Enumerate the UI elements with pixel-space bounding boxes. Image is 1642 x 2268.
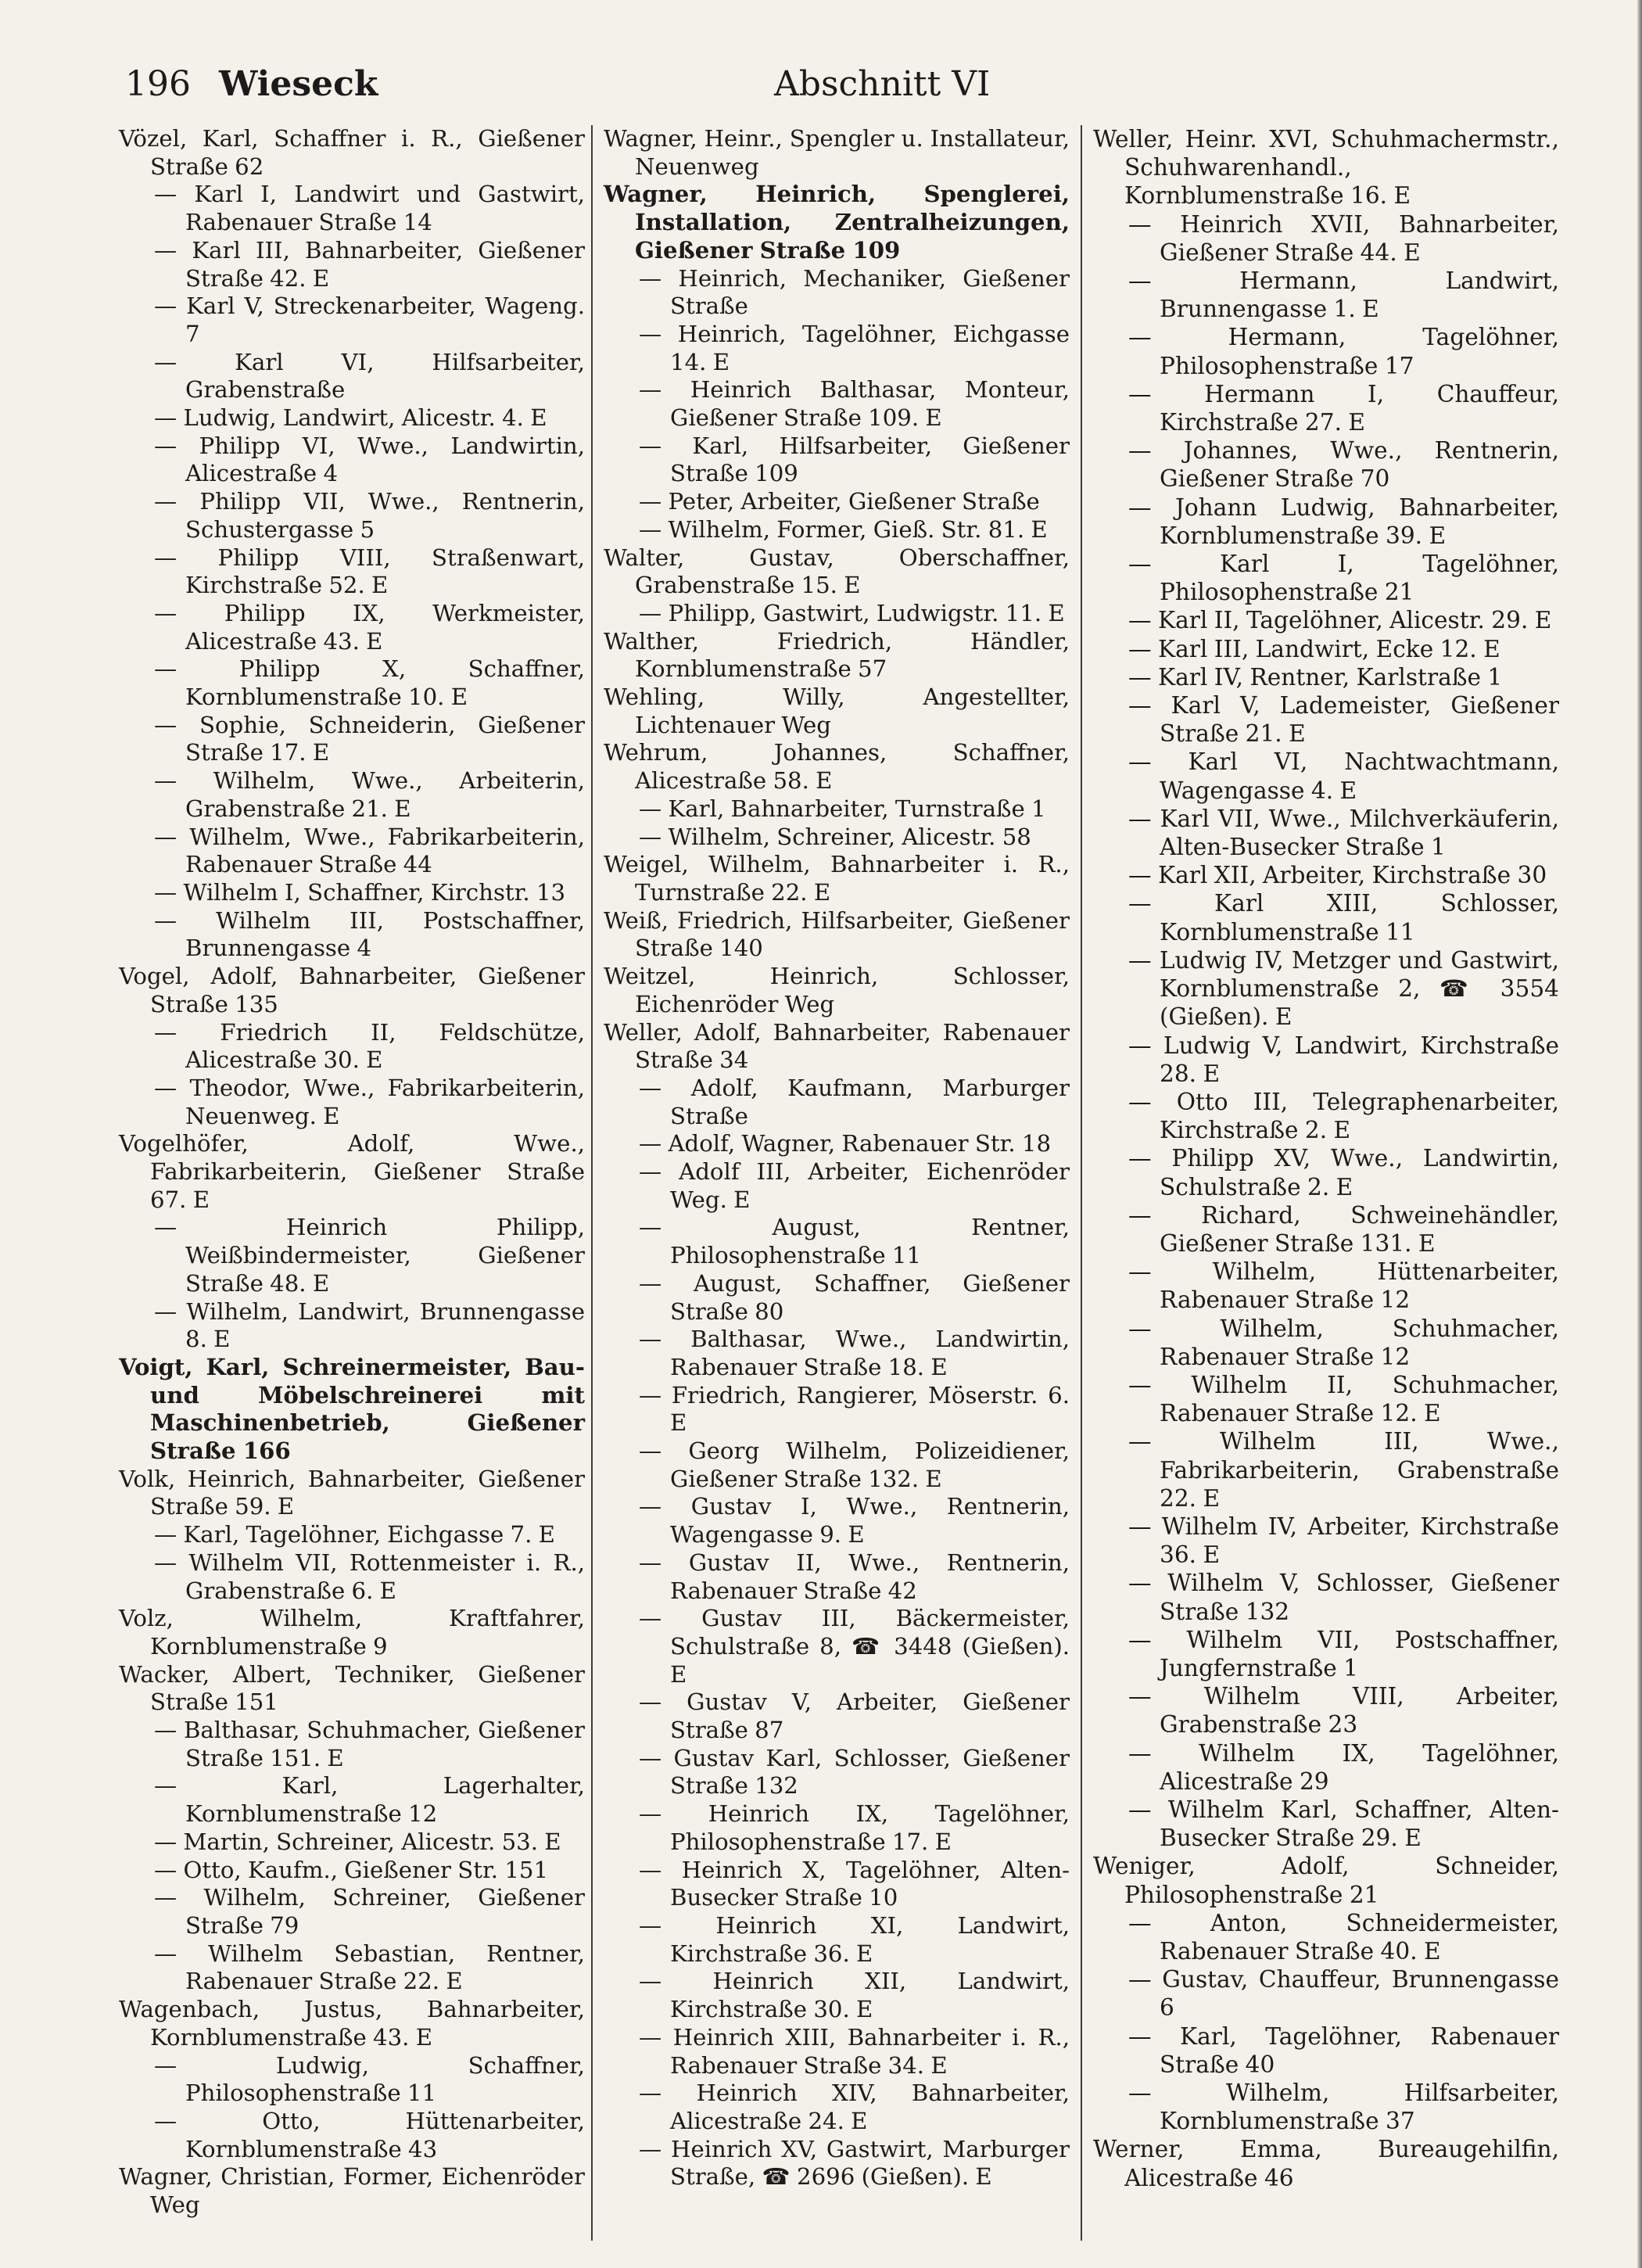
directory-entry: — Gustav V, Arbeiter, Gießener Straße 87 <box>639 1688 1070 1744</box>
directory-entry: — Wilhelm, Hüttenarbeiter, Rabenauer Straße 12 <box>1128 1258 1559 1314</box>
directory-entry: — Otto III, Telegraphenarbeiter, Kirchstraße 2. E <box>1128 1088 1559 1144</box>
directory-entry: — Peter, Arbeiter, Gießener Straße <box>639 488 1040 515</box>
directory-entry: — Friedrich, Rangierer, Möserstr. 6. E <box>639 1381 1070 1437</box>
directory-entry: — Karl I, Landwirt und Gastwirt, Rabenauer Straße 14 <box>154 181 585 236</box>
section-title: Abschnitt VI <box>774 64 991 104</box>
directory-entry: — Richard, Schweinehändler, Gießener Straße 131. E <box>1128 1201 1559 1257</box>
directory-entry: Weller, Heinr. XVI, Schuhmachermstr., Schuhwarenhandl., Kornblumenstraße 16. E <box>1093 126 1559 210</box>
directory-entry: — Hermann, Tagelöhner, Philosophenstraße 17 <box>1128 324 1559 379</box>
directory-entry-advertisement: Voigt, Karl, Schreinermeister, Bau- und Möbelschreinerei mit Maschinenbetrieb, Gießener Straße 166 <box>119 1353 585 1465</box>
directory-entry: — Karl, Lagerhalter, Kornblumenstraße 12 <box>154 1772 585 1828</box>
directory-entry: — Karl, Tagelöhner, Eichgasse 7. E <box>154 1521 555 1548</box>
directory-entry: — Wilhelm, Schuhmacher, Rabenauer Straße 12 <box>1128 1315 1559 1370</box>
directory-entry: — Philipp VII, Wwe., Rentnerin, Schustergasse 5 <box>154 488 585 543</box>
directory-entry: — Wilhelm VIII, Arbeiter, Grabenstraße 23 <box>1128 1683 1559 1739</box>
directory-entry: — Karl VII, Wwe., Milchverkäuferin, Alten-Busecker Straße 1 <box>1128 805 1559 861</box>
directory-entry: — Wilhelm VII, Postschaffner, Jungfernstraße 1 <box>1128 1626 1559 1681</box>
directory-entry: — Wilhelm III, Wwe., Fabrikarbeiterin, Grabenstraße 22. E <box>1128 1428 1559 1512</box>
directory-entry: — Wilhelm Sebastian, Rentner, Rabenauer Straße 22. E <box>154 1940 585 1995</box>
directory-entry: — Heinrich XV, Gastwirt, Marburger Straße, ☎ 2696 (Gießen). E <box>639 2135 1070 2191</box>
directory-entry: Volk, Heinrich, Bahnarbeiter, Gießener Straße 59. E <box>119 1465 585 1520</box>
directory-entry: — Anton, Schneidermeister, Rabenauer Straße 40. E <box>1128 1909 1559 1965</box>
directory-entry: — Johann Ludwig, Bahnarbeiter, Kornblumenstraße 39. E <box>1128 493 1559 549</box>
directory-entry: — Wilhelm, Wwe., Fabrikarbeiterin, Rabenauer Straße 44 <box>154 823 585 878</box>
directory-entry: Werner, Emma, Bureaugehilfin, Alicestraße 46 <box>1093 2136 1559 2191</box>
directory-entry: Wagenbach, Justus, Bahnarbeiter, Kornblumenstraße 43. E <box>119 1996 585 2051</box>
directory-entry: — Heinrich IX, Tagelöhner, Philosophenstraße 17. E <box>639 1800 1070 1855</box>
directory-entry: — Wilhelm VII, Rottenmeister i. R., Grabenstraße 6. E <box>154 1548 585 1604</box>
directory-entry: — Ludwig V, Landwirt, Kirchstraße 28. E <box>1128 1032 1559 1087</box>
page-header <box>125 64 1564 111</box>
directory-entry: — Karl IV, Rentner, Karlstraße 1 <box>1128 663 1503 691</box>
directory-entry: — August, Schaffner, Gießener Straße 80 <box>639 1269 1070 1325</box>
directory-entry: — Johannes, Wwe., Rentnerin, Gießener Straße 70 <box>1128 437 1559 493</box>
directory-entry: — Wilhelm, Wwe., Arbeiterin, Grabenstraße 21. E <box>154 767 585 822</box>
directory-entry: — Gustav I, Wwe., Rentnerin, Wagengasse 9. E <box>639 1493 1070 1548</box>
page-edge-shadow <box>1637 0 1642 2268</box>
directory-entry: — August, Rentner, Philosophenstraße 11 <box>639 1214 1070 1269</box>
directory-entry: — Adolf, Kaufmann, Marburger Straße <box>639 1074 1070 1129</box>
directory-entry: — Wilhelm I, Schaffner, Kirchstr. 13 <box>154 878 566 906</box>
directory-entry: — Wilhelm IV, Arbeiter, Kirchstraße 36. E <box>1128 1513 1559 1569</box>
directory-entry: — Hermann I, Chauffeur, Kirchstraße 27. E <box>1128 380 1559 436</box>
directory-entry: — Gustav II, Wwe., Rentnerin, Rabenauer Straße 42 <box>639 1548 1070 1604</box>
directory-entry: — Wilhelm, Former, Gieß. Str. 81. E <box>639 515 1048 543</box>
directory-entry: — Wilhelm II, Schuhmacher, Rabenauer Straße 12. E <box>1128 1371 1559 1427</box>
column-divider <box>591 125 593 2241</box>
directory-entry: — Wilhelm, Schreiner, Alicestr. 58 <box>639 823 1031 850</box>
column-1 <box>119 125 585 2220</box>
directory-entry: — Adolf III, Arbeiter, Eichenröder Weg. E <box>639 1158 1070 1213</box>
directory-entry: — Wilhelm Karl, Schaffner, Alten-Busecker Straße 29. E <box>1128 1796 1559 1852</box>
directory-entry: — Karl, Hilfsarbeiter, Gießener Straße 109 <box>639 432 1070 487</box>
directory-entry: — Wilhelm, Schreiner, Gießener Straße 79 <box>154 1884 585 1939</box>
directory-entry: — Heinrich XII, Landwirt, Kirchstraße 30. E <box>639 1968 1070 2023</box>
directory-entry: — Wilhelm, Landwirt, Brunnengasse 8. E <box>154 1297 585 1353</box>
directory-entry: — Heinrich, Mechaniker, Gießener Straße <box>639 264 1070 320</box>
place-name: Wieseck <box>219 64 378 104</box>
directory-entry: Weniger, Adolf, Schneider, Philosophenstraße 21 <box>1093 1853 1559 1908</box>
directory-entry: Wehling, Willy, Angestellter, Lichtenauer Weg <box>604 684 1070 738</box>
directory-entry: — Heinrich X, Tagelöhner, Alten-Busecker Straße 10 <box>639 1856 1070 1911</box>
directory-entry: Vogel, Adolf, Bahnarbeiter, Gießener Straße 135 <box>119 963 585 1017</box>
directory-entry: Weller, Adolf, Bahnarbeiter, Rabenauer Straße 34 <box>604 1018 1070 1074</box>
directory-entry: — Heinrich Philipp, Weißbindermeister, Gießener Straße 48. E <box>154 1214 585 1297</box>
directory-entry: — Martin, Schreiner, Alicestr. 53. E <box>154 1828 561 1855</box>
directory-entry: — Wilhelm III, Postschaffner, Brunnengasse 4 <box>154 906 585 962</box>
directory-entry: — Ludwig, Landwirt, Alicestr. 4. E <box>154 404 547 432</box>
directory-entry: — Philipp IX, Werkmeister, Alicestraße 43. E <box>154 599 585 655</box>
directory-entry: — Gustav, Chauffeur, Brunnengasse 6 <box>1128 1966 1559 2022</box>
column-divider <box>1081 125 1082 2241</box>
directory-entry: Wagner, Christian, Former, Eichenröder Weg <box>119 2163 585 2219</box>
directory-entry: Weigel, Wilhelm, Bahnarbeiter i. R., Turnstraße 22. E <box>604 851 1070 906</box>
directory-entry: — Wilhelm V, Schlosser, Gießener Straße 132 <box>1128 1570 1559 1625</box>
directory-entry: Volz, Wilhelm, Kraftfahrer, Kornblumenstraße 9 <box>119 1605 585 1660</box>
directory-entry: — Heinrich Balthasar, Monteur, Gießener Straße 109. E <box>639 376 1070 432</box>
directory-entry: — Adolf, Wagner, Rabenauer Str. 18 <box>639 1130 1052 1157</box>
directory-entry: — Heinrich XIII, Bahnarbeiter i. R., Rabenauer Straße 34. E <box>639 2023 1070 2079</box>
directory-entry: — Gustav III, Bäckermeister, Schulstraße 8, ☎ 3448 (Gießen). E <box>639 1605 1070 1688</box>
directory-entry: — Hermann, Landwirt, Brunnengasse 1. E <box>1128 267 1559 323</box>
directory-entry: — Karl III, Bahnarbeiter, Gießener Straße 42. E <box>154 236 585 292</box>
directory-entry: — Philipp, Gastwirt, Ludwigstr. 11. E <box>639 599 1065 626</box>
directory-entry: — Karl V, Streckenarbeiter, Wageng. 7 <box>154 292 585 347</box>
directory-entry: Weitzel, Heinrich, Schlosser, Eichenröder Weg <box>604 963 1070 1017</box>
directory-entry: Weiß, Friedrich, Hilfsarbeiter, Gießener Straße 140 <box>604 906 1070 962</box>
directory-entry: — Heinrich, Tagelöhner, Eichgasse 14. E <box>639 320 1070 375</box>
directory-entry: Wehrum, Johannes, Schaffner, Alicestraße 58. E <box>604 739 1070 795</box>
directory-entry: — Philipp XV, Wwe., Landwirtin, Schulstraße 2. E <box>1128 1145 1559 1200</box>
directory-entry: — Otto, Hüttenarbeiter, Kornblumenstraße 43 <box>154 2107 585 2162</box>
directory-entry: — Karl VI, Hilfsarbeiter, Grabenstraße <box>154 348 585 404</box>
directory-entry: — Karl, Bahnarbeiter, Turnstraße 1 <box>639 795 1046 822</box>
directory-entry: Walther, Friedrich, Händler, Kornblumenstraße 57 <box>604 627 1070 683</box>
directory-entry: — Heinrich XVII, Bahnarbeiter, Gießener Straße 44. E <box>1128 210 1559 266</box>
directory-entry-advertisement: Wagner, Heinrich, Spenglerei, Installation, Zentralheizungen, Gießener Straße 109 <box>604 181 1070 264</box>
directory-entry: — Karl III, Landwirt, Ecke 12. E <box>1128 635 1500 662</box>
directory-entry: Vogelhöfer, Adolf, Wwe., Fabrikarbeiterin, Gießener Straße 67. E <box>119 1130 585 1213</box>
directory-entry: — Karl XII, Arbeiter, Kirchstraße 30 <box>1128 862 1547 889</box>
directory-entry: — Heinrich XIV, Bahnarbeiter, Alicestraße 24. E <box>639 2080 1070 2134</box>
directory-entry: — Friedrich II, Feldschütze, Alicestraße 30. E <box>154 1018 585 1074</box>
directory-entry: — Philipp VI, Wwe., Landwirtin, Alicestraße 4 <box>154 432 585 487</box>
directory-entry: — Wilhelm IX, Tagelöhner, Alicestraße 29 <box>1128 1739 1559 1795</box>
directory-entry: — Theodor, Wwe., Fabrikarbeiterin, Neuenweg. E <box>154 1074 585 1129</box>
column-2 <box>604 125 1070 2191</box>
directory-entry: — Karl VI, Nachtwachtmann, Wagengasse 4. E <box>1128 748 1559 804</box>
directory-entry: — Ludwig IV, Metzger und Gastwirt, Kornblumenstraße 2, ☎ 3554 (Gießen). E <box>1128 946 1559 1031</box>
directory-entry: Vözel, Karl, Schaffner i. R., Gießener Straße 62 <box>119 125 585 180</box>
directory-entry: — Karl I, Tagelöhner, Philosophenstraße 21 <box>1128 551 1559 606</box>
directory-entry: Wagner, Heinr., Spengler u. Installateur, Neuenweg <box>604 125 1070 180</box>
directory-entry: — Balthasar, Wwe., Landwirtin, Rabenauer Straße 18. E <box>639 1326 1070 1380</box>
directory-entry: — Karl II, Tagelöhner, Alicestr. 29. E <box>1128 607 1552 634</box>
directory-entry: Walter, Gustav, Oberschaffner, Grabenstraße 15. E <box>604 544 1070 599</box>
directory-entry: — Heinrich XI, Landwirt, Kirchstraße 36. E <box>639 1912 1070 1967</box>
directory-entry: — Philipp VIII, Straßenwart, Kirchstraße 52. E <box>154 544 585 599</box>
directory-entry: — Ludwig, Schaffner, Philosophenstraße 11 <box>154 2051 585 2107</box>
page-number: 196 <box>125 64 191 104</box>
directory-entry: — Gustav Karl, Schlosser, Gießener Straße 132 <box>639 1744 1070 1800</box>
directory-entry: — Karl V, Lademeister, Gießener Straße 21. E <box>1128 692 1559 748</box>
directory-entry: — Georg Wilhelm, Polizeidiener, Gießener Straße 132. E <box>639 1437 1070 1492</box>
directory-entry: Wacker, Albert, Techniker, Gießener Straße 151 <box>119 1660 585 1716</box>
directory-entry: — Balthasar, Schuhmacher, Gießener Straße 151. E <box>154 1717 585 1771</box>
directory-entry: — Wilhelm, Hilfsarbeiter, Kornblumenstraße 37 <box>1128 2080 1559 2135</box>
directory-entry: — Philipp X, Schaffner, Kornblumenstraße 10. E <box>154 655 585 711</box>
directory-entry: — Sophie, Schneiderin, Gießener Straße 17. E <box>154 711 585 766</box>
directory-entry: — Karl XIII, Schlosser, Kornblumenstraße 11 <box>1128 890 1559 946</box>
directory-entry: — Otto, Kaufm., Gießener Str. 151 <box>154 1856 549 1883</box>
directory-entry: — Karl, Tagelöhner, Rabenauer Straße 40 <box>1128 2022 1559 2078</box>
column-3 <box>1093 125 1559 2192</box>
